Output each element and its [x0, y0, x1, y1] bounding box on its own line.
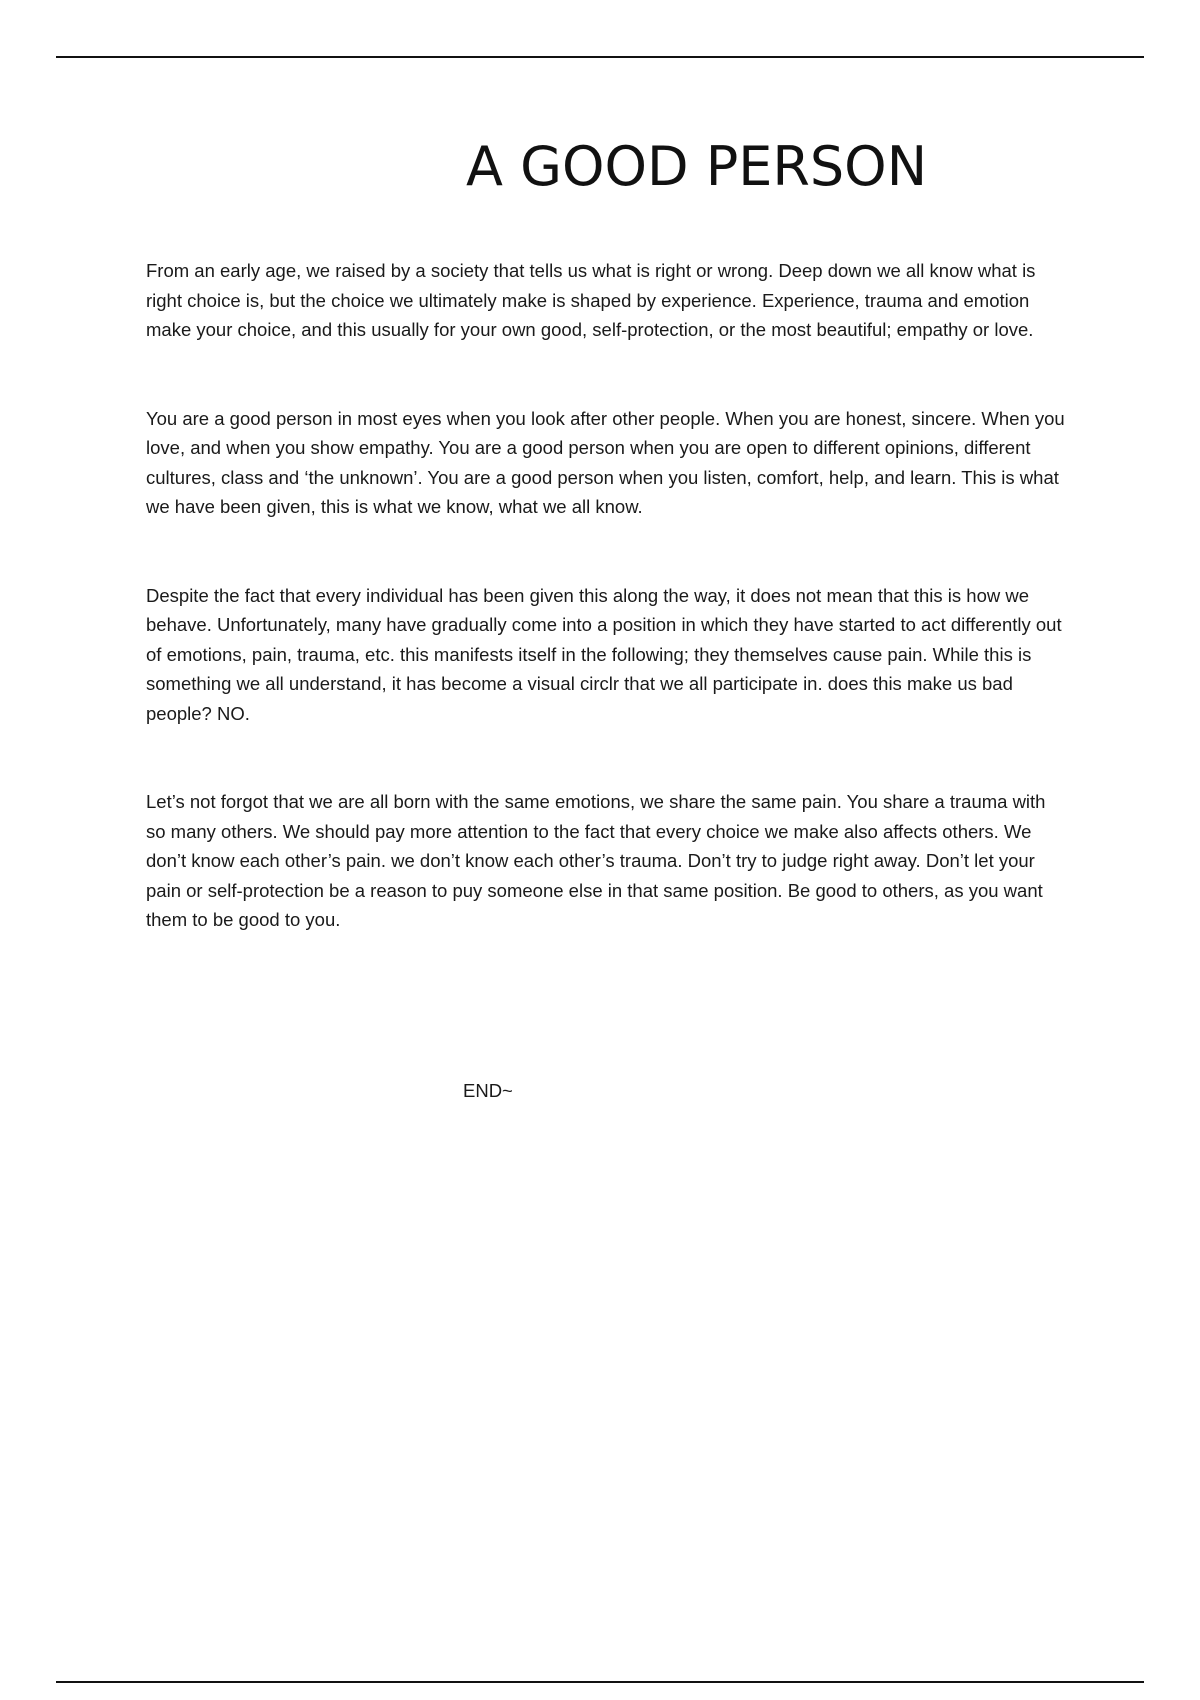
paragraph-3: Despite the fact that every individual has been given this along the way, it does not mean that this is how we behave. Unfortunately, many have gradually come into a position in which they have started to act differently out of emotions, pain, trauma, etc. this manifests itself in the following; they themselves cause pain. While this is something we all understand, it has become a visual circlr that we all participate in. does this make us bad people? NO. — [146, 584, 1062, 724]
bottom-rule — [56, 1681, 1144, 1683]
top-rule — [56, 56, 1144, 58]
paragraph-1: From an early age, we raised by a society that tells us what is right or wrong. Deep down we all know what is right choice is, but the choice we ultimately make is shaped by experience. Experience, trauma and emotion make your choice, and this usually for your own good, self-protection, or the most beautiful; empathy or love. — [146, 260, 1036, 340]
document-title: A GOOD PERSON — [466, 135, 928, 198]
paragraph-4: Let’s not forgot that we are all born with the same emotions, we share the same pain. You share a trauma with so many others. We should pay more attention to the fact that every choice we make also affects others. We don’t know each other’s pain. we don’t know each other’s trauma. Don’t try to judge right away. Don’t let your pain or self-protection be a reason to puy someone else in that same position. Be good to others, as you want them to be good to you. — [146, 791, 1046, 930]
paragraph-2: You are a good person in most eyes when you look after other people. When you are honest, sincere. When you love, and when you show empathy. You are a good person when you are open to different opinions, different cultures, class and ‘the unknown’. You are a good person when you listen, comfort, help, and learn. This is what we have been given, this is what we know, what we all know. — [146, 407, 1065, 517]
document-body — [146, 256, 1066, 994]
end-mark: END~ — [463, 1080, 513, 1101]
